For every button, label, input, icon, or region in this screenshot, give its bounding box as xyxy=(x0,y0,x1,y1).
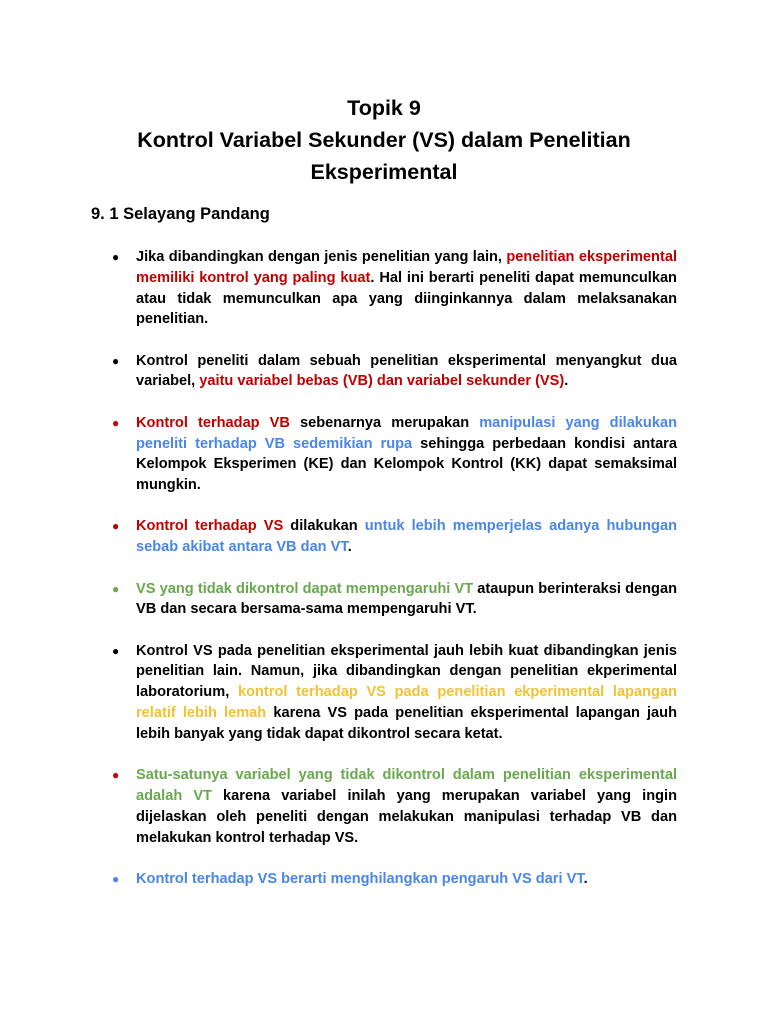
bullet-text-run: manipulasi yang dilakukan peneliti terhadap VB sedemikian rupa xyxy=(136,414,677,452)
bullet-text-run: sebenarnya merupakan xyxy=(289,414,480,431)
bullet-text-run: . xyxy=(583,870,588,887)
bullet-item xyxy=(112,516,678,558)
document-title xyxy=(0,92,768,188)
bullet-dot-icon: ● xyxy=(112,353,120,368)
bullet-item xyxy=(112,765,677,848)
bullet-dot-icon: ● xyxy=(112,643,120,658)
bullet-text-run: untuk lebih memperjelas adanya hubungan sebab akibat antara VB dan VT xyxy=(136,518,678,556)
bullet-text-run: penelitian eksperimental memiliki kontrol yang paling kuat xyxy=(136,249,677,286)
bullet-dot-icon: ● xyxy=(112,519,120,534)
bullet-dot-icon: ● xyxy=(112,581,120,596)
bullet-text-run: Kontrol VS pada penelitian eksperimental jauh lebih kuat dibandingkan jenis penelitian lain. Namun, jika dibandingkan dengan penelitian ekperimental laboratorium, xyxy=(136,642,677,701)
bullet-dot-icon: ● xyxy=(112,768,120,783)
bullet-text-run: Satu-satunya variabel yang tidak dikontrol dalam penelitian eksperimental adalah VT xyxy=(136,767,677,804)
bullet-text-run: Kontrol peneliti dalam sebuah penelitian eksperimental menyangkut dua variabel, xyxy=(136,352,677,390)
bullet-item xyxy=(112,641,677,745)
bullet-dot-icon: ● xyxy=(112,871,120,886)
section-heading: 9. 1 Selayang Pandang xyxy=(91,205,270,223)
bullet-text-run: . xyxy=(564,373,569,390)
bullet-text-run: karena VS pada penelitian eksperimental lapangan jauh lebih banyak yang tidak dapat dikontrol secara ketat. xyxy=(136,705,677,742)
bullet-text-run: ataupun berinteraksi dengan VB dan secara bersama-sama mempengaruhi VT. xyxy=(136,580,677,618)
bullet-text-run: VS yang tidak dikontrol dapat mempengaruhi VT xyxy=(136,580,474,597)
bullet-dot-icon: ● xyxy=(112,415,120,430)
bullet-item xyxy=(112,869,677,890)
bullet-text-run: kontrol terhadap VS pada penelitian ekperimental lapangan relatif lebih lemah xyxy=(136,684,677,722)
bullet-text-run: . Hal ini berarti peneliti dapat memunculkan atau tidak memunculkan apa yang diinginkannya dalam melaksanakan penelitian. xyxy=(136,269,677,328)
bullet-list xyxy=(0,247,768,910)
title-topic: Topik 9 xyxy=(347,96,421,120)
bullet-text-run: Kontrol terhadap VB xyxy=(136,414,290,431)
bullet-text-run: Kontrol terhadap VS xyxy=(136,518,284,535)
bullet-text-run: sehingga perbedaan kondisi antara Kelompok Eksperimen (KE) dan Kelompok Kontrol (KK) dapat semaksimal mungkin. xyxy=(136,435,677,494)
bullet-item xyxy=(112,351,677,393)
bullet-text-run: Kontrol terhadap VS berarti menghilangkan pengaruh VS dari VT xyxy=(136,870,584,887)
bullet-item xyxy=(112,579,677,621)
bullet-text-run: Jika dibandingkan dengan jenis penelitian yang lain, xyxy=(136,249,507,265)
bullet-text-run: dilakukan xyxy=(283,518,365,535)
bullet-text-run: . xyxy=(347,539,352,556)
bullet-dot-icon: ● xyxy=(112,250,120,264)
bullet-item xyxy=(112,413,677,496)
bullet-item xyxy=(112,247,677,330)
bullet-text-run: karena variabel inilah yang merupakan variabel yang ingin dijelaskan oleh peneliti dengan melakukan manipulasi terhadap VB dan melakukan kontrol terhadap VS. xyxy=(136,787,677,846)
title-main-line-2: Eksperimental xyxy=(310,160,458,184)
bullet-text-run: yaitu variabel bebas (VB) dan variabel sekunder (VS) xyxy=(199,373,565,390)
title-main-line-1: Kontrol Variabel Sekunder (VS) dalam Penelitian xyxy=(137,128,631,152)
